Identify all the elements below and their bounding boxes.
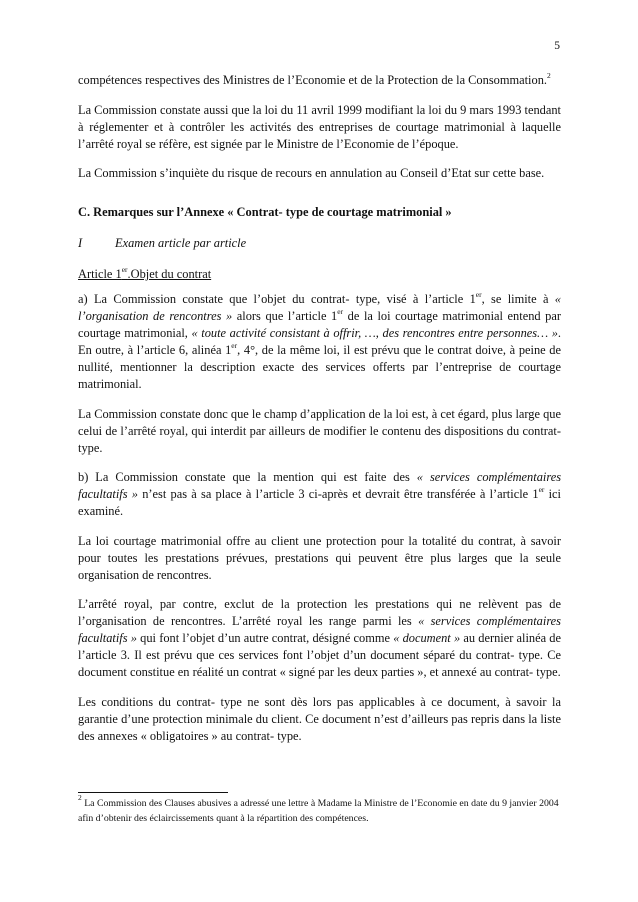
quote: « toute activité consistant à offrir, …, des rencontres entre personnes… » [191, 326, 558, 340]
footnote [78, 793, 561, 826]
text: alors que l’article 1 [232, 309, 338, 323]
sup: er [538, 485, 545, 494]
text: de la loi courtage matrimonial entend par courtage matrimonial, [78, 309, 561, 340]
quote: « document » [393, 631, 461, 645]
sup: er [231, 341, 238, 350]
text: au dernier alinéa de l’article 3. Il est prévu que ces services font l’objet d’un document séparé du contrat- type. Ce document constitue en réalité un contrat « signé par les deux parties », et annexé au contrat- type. [78, 631, 562, 679]
article-label: Article 1 [78, 267, 122, 281]
quote: « services complémentaires facultatifs » [78, 614, 561, 645]
paragraph-loi-courtage: La loi courtage matrimonial offre au client une protection pour la totalité du contrat, à savoir pour toutes les prestations prévues, prestations qui peuvent être plus larges que la seule organisation de rencontres. [78, 533, 561, 582]
paragraph-recours: La Commission s’inquiète du risque de recours en annulation au Conseil d’Etat sur cette base. [78, 166, 545, 180]
paragraph-conditions: Les conditions du contrat- type ne sont dès lors pas applicables à ce document, à savoir la garantie d’une protection minimale du client. Ce document n’est d’ailleurs pas repris dans la liste des annexes « obligatoires » au contrat- type. [78, 694, 561, 743]
article-sup: er [121, 265, 128, 274]
paragraph-a [78, 291, 561, 393]
paragraph-arrete-royal [78, 596, 561, 681]
text: , se limite à [481, 292, 555, 306]
footnote-text: La Commission des Clauses abusives a adressé une lettre à Madame la Ministre de l’Economie en date du 9 janvier 2004 afin d’obtenir des éclaircissements quant à la répartition des compétences. [78, 798, 559, 824]
text: qui font l’objet d’un autre contrat, désigné comme [136, 631, 394, 645]
article-heading [78, 266, 561, 283]
text: . En outre, à l’article 6, alinéa 1 [78, 326, 561, 357]
page-number: 5 [554, 40, 560, 52]
text: a) La Commission constate que l’objet du contrat- type, visé à l’article 1 [78, 292, 476, 306]
paragraph-competences [78, 72, 561, 89]
sup: er [337, 307, 344, 316]
paragraph-text: compétences respectives des Ministres de l’Economie et de la Protection de la Consommation. [78, 73, 547, 87]
footnote-ref[interactable]: 2 [547, 71, 551, 80]
subsection-title: Examen article par article [115, 236, 247, 250]
section-heading: C. Remarques sur l’Annexe « Contrat- type de courtage matrimonial » [78, 205, 452, 219]
footnote-divider [78, 792, 228, 793]
text: b) La Commission constate que la mention qui est faite des [78, 470, 417, 484]
text: n’est pas à sa place à l’article 3 ci-après et devrait être transférée à l’article 1 [137, 487, 539, 501]
sup: er [475, 290, 482, 299]
quote: « services complémentaires facultatifs » [78, 470, 562, 501]
quote: « l’organisation de rencontres » [78, 292, 561, 323]
subsection-heading [78, 235, 561, 252]
paragraph-champ-application: La Commission constate donc que le champ d’application de la loi est, à cet égard, plus large que celui de l’arrêté royal, qui interdit par ailleurs de modifier le contenu des dispositions du contrat-type. [78, 406, 561, 455]
body-content [78, 72, 561, 757]
subsection-number: I [78, 236, 83, 250]
text: ici examiné. [78, 487, 562, 518]
paragraph-b [78, 469, 561, 520]
paragraph-loi-1999: La Commission constate aussi que la loi du 11 avril 1999 modifiant la loi du 9 mars 1993 tendant à réglementer et à contrôler les activités des entreprises de courtage matrimonial à laquelle l’arrêté royal se réfère, est signée par le Ministre de l’Economie de l’époque. [78, 102, 561, 151]
text: L’arrêté royal, par contre, exclut de la protection les prestations qui ne relèvent pas de l’organisation de rencontres. L’arrêté royal les range parmi les [78, 597, 561, 628]
text: , 4°, de la même loi, il est prévu que le contrat doive, à peine de nullité, mentionner la description exacte des services offerts par l’entreprise de courtage matrimonial. [78, 343, 561, 391]
footnote-marker: 2 [78, 793, 82, 802]
article-subject: .Objet du contrat [127, 267, 212, 281]
